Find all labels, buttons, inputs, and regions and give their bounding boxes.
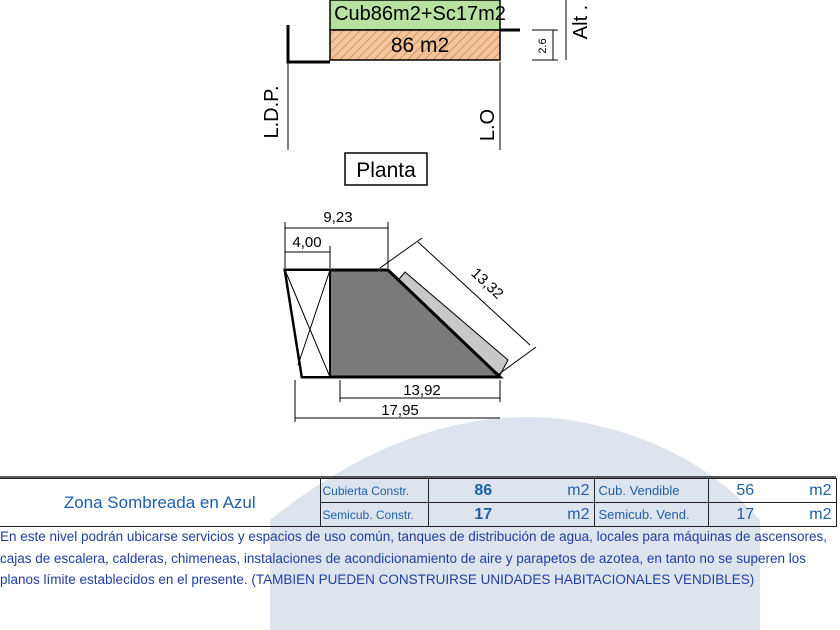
plan-section (261, 0, 592, 185)
ldp-label: L.D.P. (261, 85, 283, 139)
zone-label: Zona Sombreada en Azul (0, 479, 320, 527)
row-unit: m2 (538, 503, 594, 527)
lo-label: L.O (477, 108, 499, 142)
regulation-note: En este nivel podrán ubicarse servicios y espacios de uso común, tanques de distribución de agua, locales para máquinas de ascensores, cajas de escalera, calderas, chimeneas, instalaciones de acondicionamiento de aire y parapetos de azotea, en tanto no se superen los planos límite establecidos en el presente. (TAMBIEN PUEDEN CONSTRUIRSE UNIDADES HABITACIONALES VENDIBLES) (0, 529, 827, 587)
vend-value: 17 (708, 503, 782, 527)
table-row (0, 479, 836, 503)
dim-small-label: 2.6 (537, 38, 549, 54)
vend-label: Cub. Vendible (594, 479, 708, 503)
row-value: 86 (428, 479, 538, 503)
dim-top-width: 9,23 (323, 209, 353, 226)
wall-left (288, 25, 330, 62)
vend-label: Semicub. Vend. (594, 503, 708, 527)
area-table (0, 478, 837, 527)
dim-left-width: 4,00 (292, 234, 322, 251)
vend-unit: m2 (782, 479, 836, 503)
dim-slope: 13,32 (467, 264, 507, 303)
height-label: Alt . (570, 4, 592, 40)
area-label: Cub86m2+Sc17m2 (334, 3, 506, 25)
floor-plan (285, 270, 508, 377)
row-label: Cubierta Constr. (320, 479, 428, 503)
row-unit: m2 (538, 479, 594, 503)
row-label: Semicub. Constr. (320, 503, 428, 527)
dim-bottom-inner: 13,92 (403, 382, 441, 399)
vend-unit: m2 (782, 503, 836, 527)
vend-value: 56 (708, 479, 782, 503)
row-value: 17 (428, 503, 538, 527)
area-value: 86 m2 (390, 34, 450, 57)
planta-label: Planta (356, 159, 416, 182)
dim-bottom-outer: 17,95 (381, 402, 419, 419)
